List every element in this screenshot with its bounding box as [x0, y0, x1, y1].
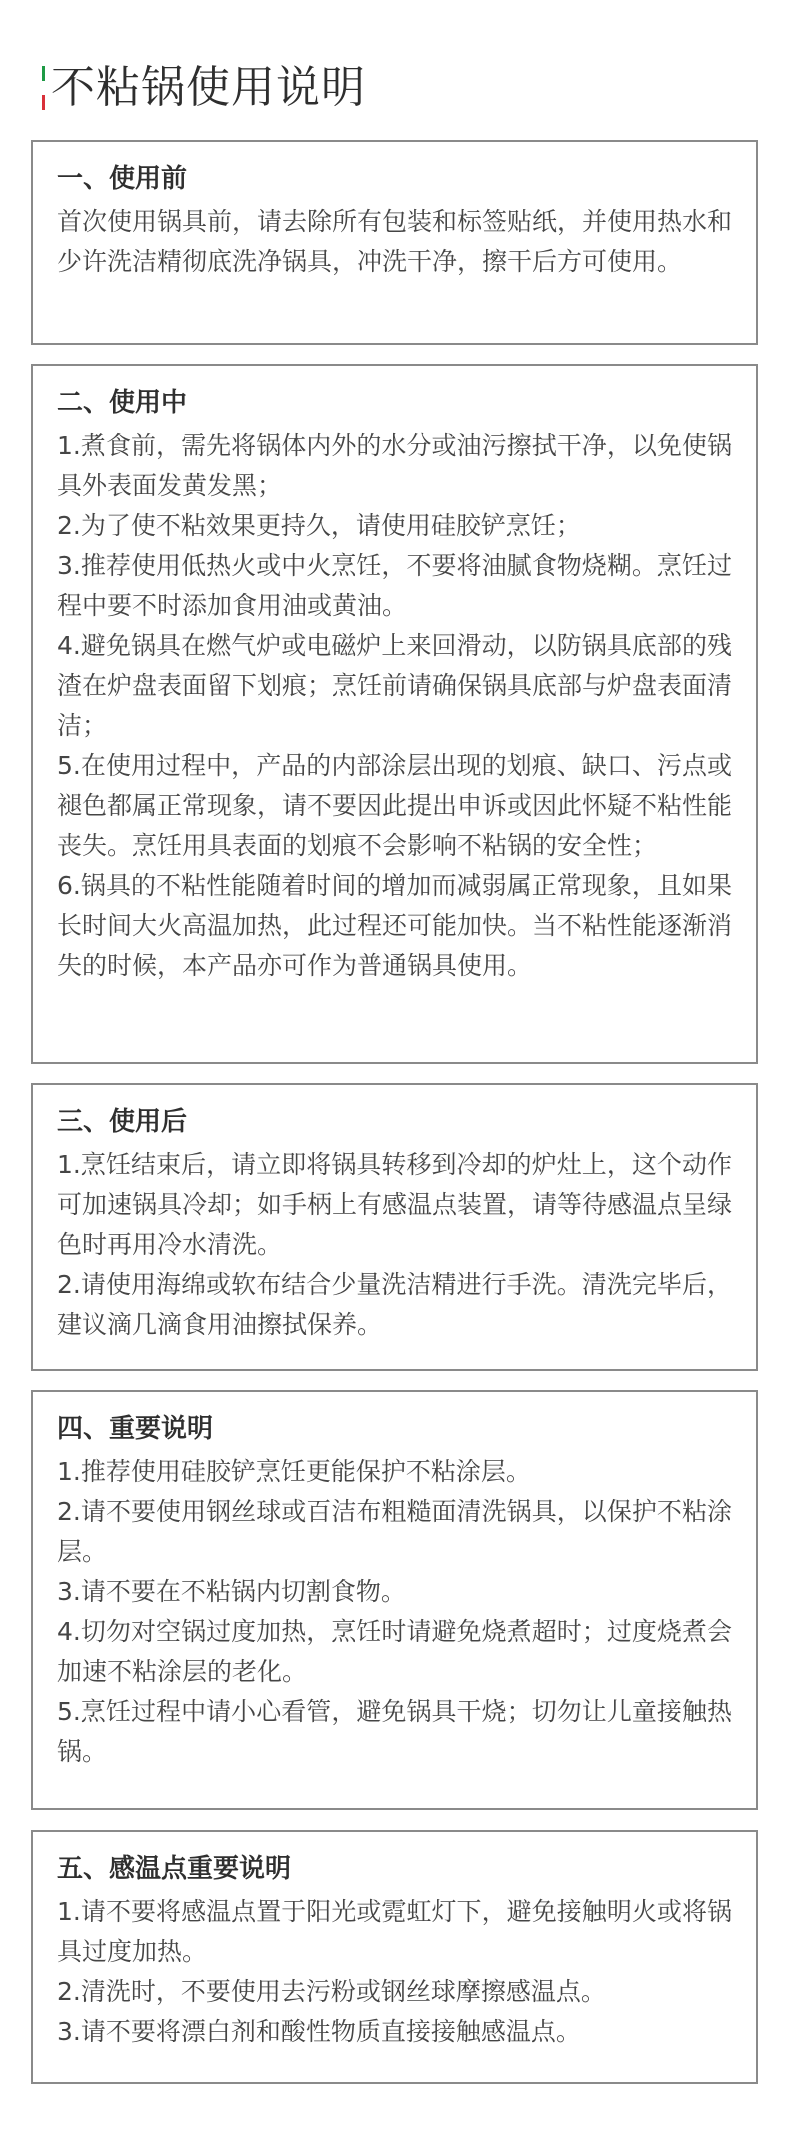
- section-before-use: [31, 140, 758, 345]
- flag-stripe-green: [42, 66, 45, 81]
- section-paragraph: 3.推荐使用低热火或中火烹饪，不要将油腻食物烧糊。烹饪过程中要不时添加食用油或黄油。: [57, 551, 732, 620]
- section-after-use: [31, 1083, 758, 1371]
- section-paragraph: 首次使用锅具前，请去除所有包装和标签贴纸，并使用热水和少许洗洁精彻底洗净锅具，冲洗干净，擦干后方可使用。: [57, 207, 733, 276]
- section-paragraph: 1.煮食前，需先将锅体内外的水分或油污擦拭干净，以免使锅具外表面发黄发黑；: [57, 431, 732, 500]
- flag-stripe-white: [42, 81, 45, 96]
- page-title: 不粘锅使用说明: [51, 62, 366, 113]
- page-header: [42, 58, 366, 118]
- section-during-use: [31, 364, 758, 1064]
- section-paragraph: 2.为了使不粘效果更持久，请使用硅胶铲烹饪；: [57, 511, 581, 540]
- flag-stripe-red: [42, 95, 45, 110]
- flag-accent-bar: [42, 66, 45, 110]
- section-paragraph: 2.请不要使用钢丝球或百洁布粗糙面清洗锅具，以保护不粘涂层。: [57, 1497, 732, 1566]
- section-temp-indicator-notes: [31, 1830, 758, 2084]
- section-paragraph: 5.烹饪过程中请小心看管，避免锅具干烧；切勿让儿童接触热锅。: [57, 1697, 732, 1766]
- section-heading: 三、使用后: [57, 1107, 188, 1137]
- section-paragraph: 3.请不要将漂白剂和酸性物质直接接触感温点。: [57, 2017, 581, 2046]
- section-heading: 二、使用中: [57, 388, 188, 418]
- section-paragraph: 3.请不要在不粘锅内切割食物。: [57, 1577, 406, 1606]
- section-paragraph: 2.请使用海绵或软布结合少量洗洁精进行手洗。清洗完毕后，建议滴几滴食用油擦拭保养。: [57, 1270, 732, 1339]
- section-paragraph: 6.锅具的不粘性能随着时间的增加而减弱属正常现象，且如果长时间大火高温加热，此过程还可能加快。当不粘性能逐渐消失的时候，本产品亦可作为普通锅具使用。: [57, 871, 733, 980]
- section-important-notes: [31, 1390, 758, 1810]
- section-paragraph: 1.请不要将感温点置于阳光或霓虹灯下，避免接触明火或将锅具过度加热。: [57, 1897, 732, 1966]
- section-paragraph: 4.避免锅具在燃气炉或电磁炉上来回滑动，以防锅具底部的残渣在炉盘表面留下划痕；烹饪前请确保锅具底部与炉盘表面清洁；: [57, 631, 733, 740]
- section-heading: 五、感温点重要说明: [57, 1854, 292, 1884]
- section-paragraph: 2.清洗时，不要使用去污粉或钢丝球摩擦感温点。: [57, 1977, 606, 2006]
- section-paragraph: 4.切勿对空锅过度加热，烹饪时请避免烧煮超时；过度烧煮会加速不粘涂层的老化。: [57, 1617, 732, 1686]
- section-paragraph: 1.推荐使用硅胶铲烹饪更能保护不粘涂层。: [57, 1457, 531, 1486]
- section-heading: 一、使用前: [57, 164, 188, 194]
- section-heading: 四、重要说明: [57, 1414, 214, 1444]
- section-paragraph: 1.烹饪结束后，请立即将锅具转移到冷却的炉灶上，这个动作可加速锅具冷却；如手柄上有感温点装置，请等待感温点呈绿色时再用冷水清洗。: [57, 1150, 733, 1259]
- section-paragraph: 5.在使用过程中，产品的内部涂层出现的划痕、缺口、污点或褪色都属正常现象，请不要因此提出申诉或因此怀疑不粘性能丧失。烹饪用具表面的划痕不会影响不粘锅的安全性；: [57, 751, 733, 860]
